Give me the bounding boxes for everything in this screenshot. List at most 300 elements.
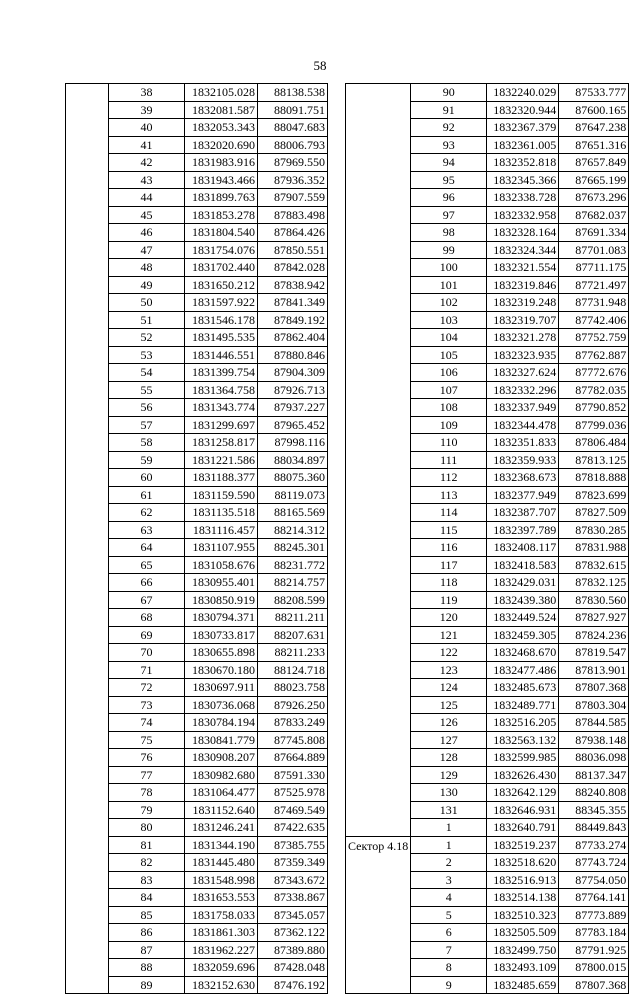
coordinate-x: 1832640.791 — [487, 819, 559, 837]
coordinate-x: 1832439.380 — [487, 591, 559, 609]
coordinate-y: 87359.349 — [258, 854, 328, 872]
coordinate-x: 1830908.207 — [185, 749, 258, 767]
coordinate-x: 1831962.227 — [185, 941, 258, 959]
coordinate-y: 87883.498 — [258, 206, 328, 224]
point-number: 8 — [411, 959, 487, 977]
point-number: 75 — [109, 731, 185, 749]
point-number: 64 — [109, 539, 185, 557]
coordinate-y: 87880.846 — [258, 346, 328, 364]
coordinate-y: 87824.236 — [559, 626, 629, 644]
coordinate-y: 88449.843 — [559, 819, 629, 837]
coordinate-y: 87832.615 — [559, 556, 629, 574]
coordinate-y: 87850.551 — [258, 241, 328, 259]
coordinate-x: 1832449.524 — [487, 609, 559, 627]
point-number: 118 — [411, 574, 487, 592]
coordinate-x: 1832328.164 — [487, 224, 559, 242]
coordinate-x: 1832323.935 — [487, 346, 559, 364]
coordinate-x: 1832321.278 — [487, 329, 559, 347]
coordinate-x: 1832059.696 — [185, 959, 258, 977]
coordinate-x: 1831058.676 — [185, 556, 258, 574]
point-number: 51 — [109, 311, 185, 329]
point-number: 110 — [411, 434, 487, 452]
coordinate-x: 1832053.343 — [185, 119, 258, 137]
point-number: 112 — [411, 469, 487, 487]
point-number: 55 — [109, 381, 185, 399]
coordinate-y: 87783.184 — [559, 924, 629, 942]
point-number: 77 — [109, 766, 185, 784]
point-number: 82 — [109, 854, 185, 872]
coordinate-y: 87904.309 — [258, 364, 328, 382]
point-number: 114 — [411, 504, 487, 522]
coordinate-y: 87833.249 — [258, 714, 328, 732]
coordinate-x: 1831548.998 — [185, 871, 258, 889]
point-number: 129 — [411, 766, 487, 784]
point-number: 80 — [109, 819, 185, 837]
coordinate-x: 1831702.440 — [185, 259, 258, 277]
coordinate-y: 87591.330 — [258, 766, 328, 784]
coordinate-x: 1832519.237 — [487, 836, 559, 854]
point-number: 48 — [109, 259, 185, 277]
coordinate-y: 87647.238 — [559, 119, 629, 137]
coordinate-x: 1832361.005 — [487, 136, 559, 154]
coordinate-y: 87838.942 — [258, 276, 328, 294]
coordinate-y: 88006.793 — [258, 136, 328, 154]
coordinate-x: 1832319.707 — [487, 311, 559, 329]
coordinate-x: 1830655.898 — [185, 644, 258, 662]
coordinate-x: 1832563.132 — [487, 731, 559, 749]
coordinate-y: 87743.724 — [559, 854, 629, 872]
point-number: 95 — [411, 171, 487, 189]
coordinate-y: 87469.549 — [258, 801, 328, 819]
coordinate-y: 87936.352 — [258, 171, 328, 189]
coordinate-x: 1831983.916 — [185, 154, 258, 172]
coordinates-table-left-body — [66, 84, 328, 994]
coordinate-x: 1831899.763 — [185, 189, 258, 207]
coordinate-y: 87733.274 — [559, 836, 629, 854]
coordinate-y: 87476.192 — [258, 976, 328, 994]
point-number: 69 — [109, 626, 185, 644]
coordinate-y: 87790.852 — [559, 399, 629, 417]
coordinate-y: 87754.050 — [559, 871, 629, 889]
sector-cell — [346, 84, 411, 837]
coordinate-x: 1832429.031 — [487, 574, 559, 592]
coordinate-x: 1832489.771 — [487, 696, 559, 714]
coordinate-y: 88036.098 — [559, 749, 629, 767]
point-number: 52 — [109, 329, 185, 347]
point-number: 7 — [411, 941, 487, 959]
point-number: 98 — [411, 224, 487, 242]
point-number: 79 — [109, 801, 185, 819]
point-number: 40 — [109, 119, 185, 137]
point-number: 43 — [109, 171, 185, 189]
point-number: 99 — [411, 241, 487, 259]
coordinate-y: 87338.867 — [258, 889, 328, 907]
coordinate-y: 87673.296 — [559, 189, 629, 207]
coordinate-x: 1830784.194 — [185, 714, 258, 732]
point-number: 76 — [109, 749, 185, 767]
coordinate-x: 1831159.590 — [185, 486, 258, 504]
point-number: 59 — [109, 451, 185, 469]
point-number: 115 — [411, 521, 487, 539]
point-number: 46 — [109, 224, 185, 242]
coordinate-x: 1831861.303 — [185, 924, 258, 942]
point-number: 90 — [411, 84, 487, 102]
coordinate-y: 87844.585 — [559, 714, 629, 732]
coordinate-x: 1832516.205 — [487, 714, 559, 732]
point-number: 56 — [109, 399, 185, 417]
coordinate-y: 88034.897 — [258, 451, 328, 469]
coordinate-y: 87965.452 — [258, 416, 328, 434]
coordinate-x: 1831344.190 — [185, 836, 258, 854]
point-number: 131 — [411, 801, 487, 819]
coordinate-x: 1832514.138 — [487, 889, 559, 907]
coordinate-x: 1832626.430 — [487, 766, 559, 784]
coordinate-x: 1831758.033 — [185, 906, 258, 924]
point-number: 86 — [109, 924, 185, 942]
point-number: 73 — [109, 696, 185, 714]
coordinate-x: 1832359.933 — [487, 451, 559, 469]
coordinate-y: 87926.713 — [258, 381, 328, 399]
coordinate-x: 1831653.553 — [185, 889, 258, 907]
coordinate-x: 1832468.670 — [487, 644, 559, 662]
coordinate-y: 88211.233 — [258, 644, 328, 662]
point-number: 108 — [411, 399, 487, 417]
point-number: 107 — [411, 381, 487, 399]
coordinate-x: 1830736.068 — [185, 696, 258, 714]
point-number: 5 — [411, 906, 487, 924]
coordinate-y: 87772.676 — [559, 364, 629, 382]
coordinate-x: 1832387.707 — [487, 504, 559, 522]
coordinate-y: 87711.175 — [559, 259, 629, 277]
coordinate-y: 87830.285 — [559, 521, 629, 539]
coordinate-x: 1832152.630 — [185, 976, 258, 994]
table-row — [66, 84, 328, 102]
coordinate-x: 1832485.659 — [487, 976, 559, 994]
coordinate-x: 1830841.779 — [185, 731, 258, 749]
coordinate-x: 1830955.401 — [185, 574, 258, 592]
point-number: 122 — [411, 644, 487, 662]
coordinate-y: 87701.083 — [559, 241, 629, 259]
point-number: 126 — [411, 714, 487, 732]
point-number: 100 — [411, 259, 487, 277]
coordinate-y: 87422.635 — [258, 819, 328, 837]
coordinate-y: 88231.772 — [258, 556, 328, 574]
point-number: 88 — [109, 959, 185, 977]
point-number: 71 — [109, 661, 185, 679]
coordinate-y: 87926.250 — [258, 696, 328, 714]
point-number: 6 — [411, 924, 487, 942]
point-number: 70 — [109, 644, 185, 662]
coordinate-x: 1832319.248 — [487, 294, 559, 312]
coordinates-table-right — [345, 83, 629, 994]
point-number: 124 — [411, 679, 487, 697]
coordinate-y: 88214.312 — [258, 521, 328, 539]
point-number: 119 — [411, 591, 487, 609]
point-number: 62 — [109, 504, 185, 522]
coordinate-y: 87600.165 — [559, 101, 629, 119]
point-number: 2 — [411, 854, 487, 872]
point-number: 89 — [109, 976, 185, 994]
coordinate-y: 87651.316 — [559, 136, 629, 154]
coordinate-y: 88245.301 — [258, 539, 328, 557]
coordinate-x: 1831546.178 — [185, 311, 258, 329]
point-number: 67 — [109, 591, 185, 609]
point-number: 44 — [109, 189, 185, 207]
coordinate-x: 1831246.241 — [185, 819, 258, 837]
coordinate-y: 87969.550 — [258, 154, 328, 172]
coordinate-x: 1832338.728 — [487, 189, 559, 207]
coordinate-y: 88023.758 — [258, 679, 328, 697]
coordinate-x: 1831299.697 — [185, 416, 258, 434]
coordinate-y: 87752.759 — [559, 329, 629, 347]
point-number: 78 — [109, 784, 185, 802]
coordinate-y: 88124.718 — [258, 661, 328, 679]
point-number: 63 — [109, 521, 185, 539]
coordinate-x: 1832351.833 — [487, 434, 559, 452]
coordinate-x: 1832499.750 — [487, 941, 559, 959]
point-number: 65 — [109, 556, 185, 574]
point-number: 45 — [109, 206, 185, 224]
coordinate-y: 87782.035 — [559, 381, 629, 399]
coordinate-y: 87806.484 — [559, 434, 629, 452]
coordinate-x: 1831188.377 — [185, 469, 258, 487]
point-number: 9 — [411, 976, 487, 994]
coordinate-y: 87842.028 — [258, 259, 328, 277]
coordinate-y: 87998.116 — [258, 434, 328, 452]
coordinate-x: 1830733.817 — [185, 626, 258, 644]
coordinate-x: 1832105.028 — [185, 84, 258, 102]
coordinate-y: 87389.880 — [258, 941, 328, 959]
coordinate-y: 88138.538 — [258, 84, 328, 102]
coordinate-x: 1832642.129 — [487, 784, 559, 802]
coordinate-y: 87665.199 — [559, 171, 629, 189]
coordinate-y: 88345.355 — [559, 801, 629, 819]
coordinate-x: 1831258.817 — [185, 434, 258, 452]
point-number: 109 — [411, 416, 487, 434]
coordinate-y: 87841.349 — [258, 294, 328, 312]
point-number: 1 — [411, 836, 487, 854]
point-number: 49 — [109, 276, 185, 294]
coordinate-y: 87907.559 — [258, 189, 328, 207]
coordinate-y: 87533.777 — [559, 84, 629, 102]
coordinate-y: 88047.683 — [258, 119, 328, 137]
coordinate-x: 1832321.554 — [487, 259, 559, 277]
coordinate-x: 1832240.029 — [487, 84, 559, 102]
coordinate-y: 87831.988 — [559, 539, 629, 557]
coordinate-x: 1832324.344 — [487, 241, 559, 259]
coordinate-y: 88208.599 — [258, 591, 328, 609]
coordinate-x: 1831116.457 — [185, 521, 258, 539]
coordinate-y: 87803.304 — [559, 696, 629, 714]
point-number: 83 — [109, 871, 185, 889]
coordinate-x: 1832408.117 — [487, 539, 559, 557]
point-number: 111 — [411, 451, 487, 469]
point-number: 105 — [411, 346, 487, 364]
point-number: 106 — [411, 364, 487, 382]
coordinate-x: 1832352.818 — [487, 154, 559, 172]
coordinate-y: 87742.406 — [559, 311, 629, 329]
coordinate-x: 1832377.949 — [487, 486, 559, 504]
point-number: 39 — [109, 101, 185, 119]
sector-cell — [66, 84, 109, 994]
point-number: 50 — [109, 294, 185, 312]
sector-label: Сектор 4.18 — [348, 838, 409, 853]
point-number: 57 — [109, 416, 185, 434]
point-number: 94 — [411, 154, 487, 172]
point-number: 91 — [411, 101, 487, 119]
coordinates-table-left — [65, 83, 328, 994]
point-number: 102 — [411, 294, 487, 312]
coordinate-x: 1831754.076 — [185, 241, 258, 259]
point-number: 72 — [109, 679, 185, 697]
coordinate-x: 1832493.109 — [487, 959, 559, 977]
coordinate-x: 1832477.486 — [487, 661, 559, 679]
coordinate-y: 87830.560 — [559, 591, 629, 609]
point-number: 121 — [411, 626, 487, 644]
point-number: 4 — [411, 889, 487, 907]
coordinate-y: 87827.509 — [559, 504, 629, 522]
coordinate-x: 1832345.366 — [487, 171, 559, 189]
coordinate-y: 88214.757 — [258, 574, 328, 592]
coordinate-y: 87864.426 — [258, 224, 328, 242]
coordinate-x: 1832516.913 — [487, 871, 559, 889]
coordinate-y: 87345.057 — [258, 906, 328, 924]
point-number: 127 — [411, 731, 487, 749]
coordinate-x: 1831650.212 — [185, 276, 258, 294]
point-number: 54 — [109, 364, 185, 382]
coordinate-y: 88075.360 — [258, 469, 328, 487]
coordinates-table-right-body — [346, 84, 629, 994]
coordinate-x: 1832320.944 — [487, 101, 559, 119]
coordinate-x: 1832646.931 — [487, 801, 559, 819]
coordinate-x: 1831446.551 — [185, 346, 258, 364]
point-number: 38 — [109, 84, 185, 102]
coordinate-x: 1831445.480 — [185, 854, 258, 872]
coordinate-y: 87691.334 — [559, 224, 629, 242]
point-number: 42 — [109, 154, 185, 172]
coordinate-y: 87721.497 — [559, 276, 629, 294]
point-number: 117 — [411, 556, 487, 574]
coordinate-y: 87362.122 — [258, 924, 328, 942]
point-number: 101 — [411, 276, 487, 294]
coordinate-x: 1831943.466 — [185, 171, 258, 189]
coordinate-y: 87813.901 — [559, 661, 629, 679]
coordinate-x: 1832599.985 — [487, 749, 559, 767]
coordinate-y: 88165.569 — [258, 504, 328, 522]
table-row — [346, 836, 629, 854]
point-number: 87 — [109, 941, 185, 959]
coordinate-x: 1832397.789 — [487, 521, 559, 539]
coordinate-y: 87745.808 — [258, 731, 328, 749]
coordinate-x: 1831152.640 — [185, 801, 258, 819]
coordinate-y: 87428.048 — [258, 959, 328, 977]
sector-label-cell — [346, 836, 411, 994]
coordinate-y: 87525.978 — [258, 784, 328, 802]
point-number: 61 — [109, 486, 185, 504]
coordinate-y: 87773.889 — [559, 906, 629, 924]
coordinate-x: 1831343.774 — [185, 399, 258, 417]
coordinate-y: 87849.192 — [258, 311, 328, 329]
point-number: 53 — [109, 346, 185, 364]
coordinate-x: 1832327.624 — [487, 364, 559, 382]
coordinate-y: 87799.036 — [559, 416, 629, 434]
point-number: 93 — [411, 136, 487, 154]
coordinate-x: 1831399.754 — [185, 364, 258, 382]
coordinate-y: 87823.699 — [559, 486, 629, 504]
coordinate-x: 1831221.586 — [185, 451, 258, 469]
point-number: 120 — [411, 609, 487, 627]
coordinate-y: 87832.125 — [559, 574, 629, 592]
coordinate-y: 87764.141 — [559, 889, 629, 907]
coordinate-y: 87807.368 — [559, 679, 629, 697]
coordinate-y: 88240.808 — [559, 784, 629, 802]
coordinate-x: 1832418.583 — [487, 556, 559, 574]
coordinate-y: 88091.751 — [258, 101, 328, 119]
coordinate-x: 1830850.919 — [185, 591, 258, 609]
coordinate-x: 1832368.673 — [487, 469, 559, 487]
coordinate-x: 1832344.478 — [487, 416, 559, 434]
coordinate-x: 1832319.846 — [487, 276, 559, 294]
point-number: 97 — [411, 206, 487, 224]
coordinate-y: 87682.037 — [559, 206, 629, 224]
coordinate-x: 1830670.180 — [185, 661, 258, 679]
point-number: 85 — [109, 906, 185, 924]
coordinate-y: 87343.672 — [258, 871, 328, 889]
coordinate-y: 87800.015 — [559, 959, 629, 977]
coordinate-y: 88211.211 — [258, 609, 328, 627]
coordinate-y: 87731.948 — [559, 294, 629, 312]
coordinate-y: 87813.125 — [559, 451, 629, 469]
point-number: 125 — [411, 696, 487, 714]
coordinate-y: 87938.148 — [559, 731, 629, 749]
coordinate-y: 87385.755 — [258, 836, 328, 854]
point-number: 128 — [411, 749, 487, 767]
coordinate-x: 1832459.305 — [487, 626, 559, 644]
coordinate-x: 1832332.958 — [487, 206, 559, 224]
coordinate-x: 1832337.949 — [487, 399, 559, 417]
coordinate-y: 87664.889 — [258, 749, 328, 767]
point-number: 84 — [109, 889, 185, 907]
point-number: 41 — [109, 136, 185, 154]
coordinate-x: 1831804.540 — [185, 224, 258, 242]
point-number: 92 — [411, 119, 487, 137]
point-number: 3 — [411, 871, 487, 889]
coordinate-x: 1831495.535 — [185, 329, 258, 347]
coordinate-y: 87819.547 — [559, 644, 629, 662]
point-number: 60 — [109, 469, 185, 487]
coordinate-x: 1832081.587 — [185, 101, 258, 119]
point-number: 66 — [109, 574, 185, 592]
coordinate-x: 1831064.477 — [185, 784, 258, 802]
coordinate-x: 1831853.278 — [185, 206, 258, 224]
point-number: 116 — [411, 539, 487, 557]
coordinate-x: 1832505.509 — [487, 924, 559, 942]
coordinate-y: 87807.368 — [559, 976, 629, 994]
coordinate-x: 1831107.955 — [185, 539, 258, 557]
coordinate-y: 87862.404 — [258, 329, 328, 347]
coordinate-y: 87791.925 — [559, 941, 629, 959]
coordinate-y: 88119.073 — [258, 486, 328, 504]
coordinate-x: 1830982.680 — [185, 766, 258, 784]
point-number: 123 — [411, 661, 487, 679]
coordinate-y: 87827.927 — [559, 609, 629, 627]
point-number: 96 — [411, 189, 487, 207]
coordinate-x: 1832510.323 — [487, 906, 559, 924]
coordinate-x: 1831597.922 — [185, 294, 258, 312]
coordinate-x: 1831364.758 — [185, 381, 258, 399]
point-number: 130 — [411, 784, 487, 802]
coordinate-x: 1832485.673 — [487, 679, 559, 697]
